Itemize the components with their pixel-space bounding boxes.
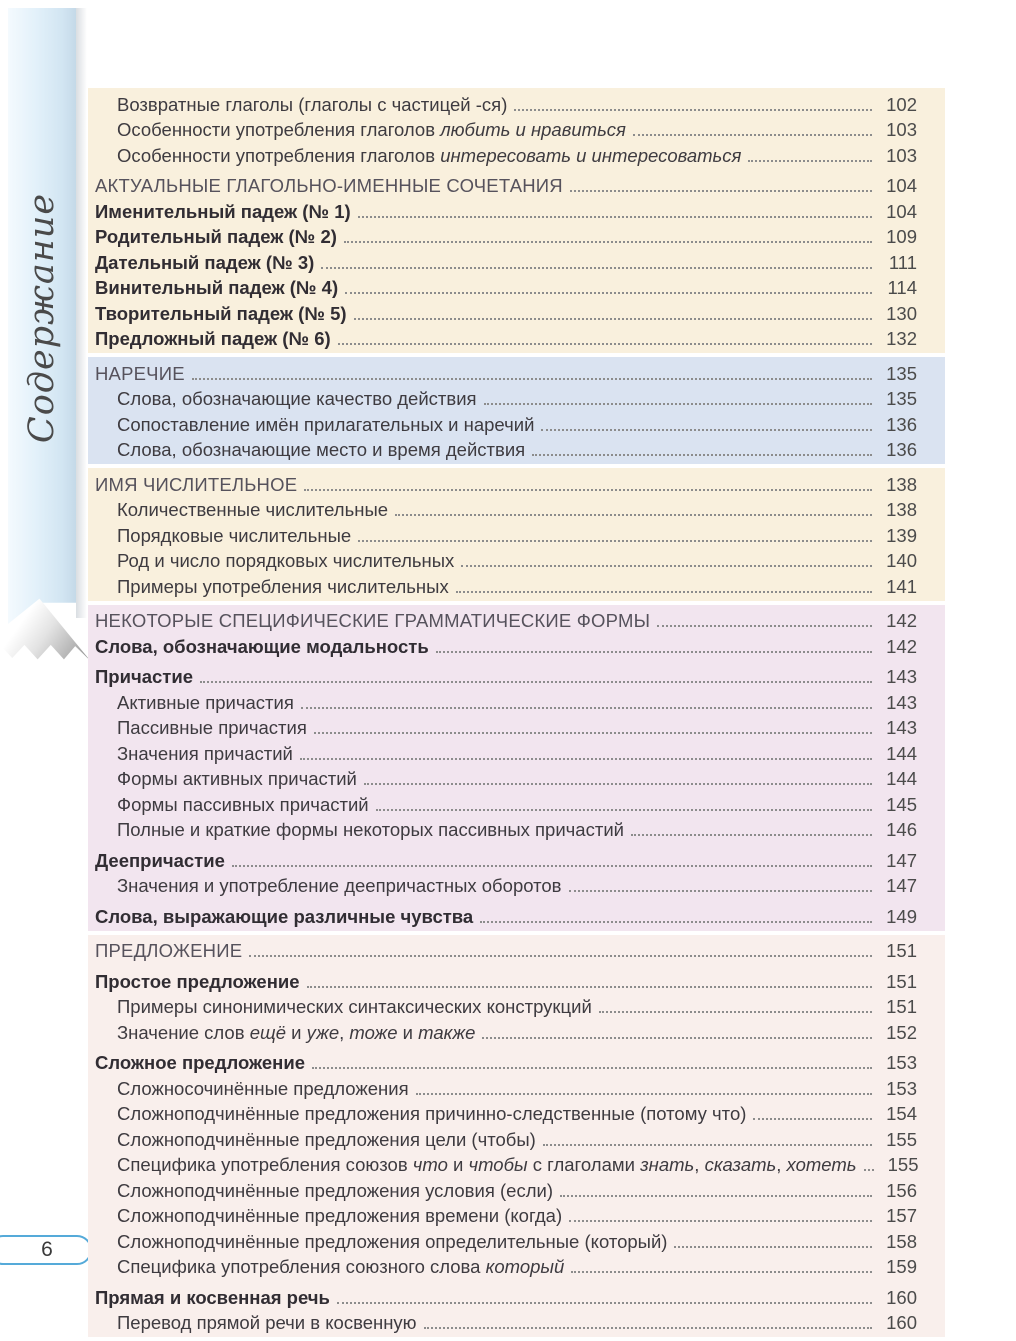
toc-entry-title: Сложносочинённые предложения [117, 1077, 409, 1099]
toc-page-number: 138 [886, 473, 917, 495]
toc-page-number: 135 [886, 362, 917, 384]
dotted-leader [480, 921, 872, 923]
toc-entry-title: Предложный падеж (№ 6) [95, 328, 331, 349]
toc-entry-title: Винительный падеж (№ 4) [95, 277, 339, 298]
toc-page-number: 103 [886, 144, 917, 166]
toc-page-number: 153 [886, 1077, 917, 1099]
toc-entry-title: Сложноподчинённые предложения причинно-следственные (потому что) [117, 1103, 747, 1124]
toc-entry-title: НЕКОТОРЫЕ СПЕЦИФИЧЕСКИЕ ГРАММАТИЧЕСКИЕ ФОРМЫ [95, 610, 651, 631]
dotted-leader [571, 1271, 872, 1273]
toc-page-number: 140 [886, 550, 917, 571]
page-edge-shadow [76, 8, 87, 618]
sidebar-title-wrap [8, 8, 76, 628]
toc-entry-title: Сложноподчинённые предложения цели (чтобы) [117, 1128, 536, 1150]
toc-row [95, 765, 917, 791]
toc-section [88, 468, 945, 601]
toc-row [95, 141, 917, 167]
dotted-leader [301, 707, 872, 709]
toc-page-number: 114 [887, 277, 917, 298]
toc-page-number: 111 [888, 251, 917, 273]
toc [88, 88, 945, 1341]
toc-page-number: 136 [886, 413, 917, 435]
toc-page-number: 109 [886, 226, 917, 247]
toc-entry-title: Специфика употребления союзов что и чтобы с глаголами знать, сказать, хотеть [117, 1154, 857, 1175]
dotted-leader [376, 809, 872, 811]
page-number-badge [0, 1235, 92, 1265]
toc-page-number: 144 [886, 742, 917, 764]
toc-row [95, 1309, 917, 1335]
toc-row [95, 1074, 917, 1100]
toc-row [95, 410, 917, 436]
toc-entry-title: Порядковые числительные [117, 524, 352, 546]
toc-row [95, 197, 917, 223]
toc-row [95, 116, 917, 142]
toc-entry-title: Примеры употребления числительных [117, 575, 449, 597]
toc-page-number: 151 [886, 940, 917, 961]
dotted-leader [345, 292, 872, 294]
toc-page-number: 132 [886, 328, 917, 349]
toc-page-number: 155 [887, 1154, 919, 1175]
toc-entry-title: Активные причастия [117, 691, 294, 713]
toc-entry-title: Возвратные глаголы (глаголы с частицей -ся) [117, 93, 508, 115]
toc-page-number: 147 [886, 849, 917, 871]
dotted-leader [456, 591, 872, 593]
toc-page-number: 136 [886, 439, 917, 460]
toc-row [95, 739, 917, 765]
dotted-leader [364, 783, 872, 785]
dotted-leader [358, 216, 872, 218]
page-number: 6 [41, 1238, 53, 1261]
dotted-leader [569, 890, 873, 892]
toc-page-number: 143 [886, 691, 917, 713]
toc-page-number: 103 [886, 119, 917, 140]
toc-entry-title: Слова, выражающие различные чувства [95, 905, 474, 927]
toc-page-number: 151 [886, 996, 917, 1017]
toc-page-number: 159 [886, 1256, 917, 1277]
toc-page-number: 138 [886, 499, 917, 520]
toc-row [95, 521, 917, 547]
toc-page-number: 135 [886, 388, 917, 409]
toc-entry-title: Сопоставление имён прилагательных и наречий [117, 413, 535, 435]
toc-entry-title: Специфика употребления союзного слова который [117, 1256, 565, 1277]
toc-row [95, 902, 917, 928]
dotted-leader [304, 489, 872, 491]
dotted-leader [314, 732, 872, 734]
dotted-leader [232, 865, 872, 867]
toc-page-number: 145 [886, 793, 917, 815]
dotted-leader [753, 1118, 872, 1120]
toc-entry-title: Родительный падеж (№ 2) [95, 226, 337, 247]
toc-page-number: 149 [886, 905, 917, 927]
toc-row [95, 1049, 917, 1075]
dotted-leader [395, 514, 872, 516]
toc-entry-title: Формы активных причастий [117, 768, 357, 789]
dotted-leader [560, 1195, 872, 1197]
toc-row [95, 359, 917, 385]
toc-row [95, 496, 917, 522]
dotted-leader [631, 834, 872, 836]
toc-entry-title: Особенности употребления глаголов интересовать и интересоваться [117, 144, 742, 166]
toc-entry-title: ПРЕДЛОЖЕНИЕ [95, 940, 243, 961]
dotted-leader [482, 1037, 872, 1039]
dotted-leader [337, 1302, 872, 1304]
toc-page-number: 147 [886, 875, 917, 896]
toc-row [95, 274, 917, 300]
dotted-leader [436, 651, 872, 653]
toc-page-number: 153 [886, 1052, 917, 1073]
toc-row [95, 223, 917, 249]
dotted-leader [570, 190, 872, 192]
toc-entry-title: Род и число порядковых числительных [117, 550, 455, 571]
toc-entry-title: Сложноподчинённые предложения условия (если) [117, 1179, 553, 1201]
toc-entry-title: Слова, обозначающие модальность [95, 635, 429, 657]
toc-page-number: 154 [886, 1103, 917, 1124]
dotted-leader [344, 241, 872, 243]
toc-entry-title: Значения причастий [117, 742, 293, 764]
toc-row [95, 846, 917, 872]
toc-page-number: 152 [886, 1021, 917, 1043]
dotted-leader [192, 378, 872, 380]
toc-row [95, 816, 917, 842]
toc-row [95, 937, 917, 963]
toc-section [88, 88, 945, 353]
dotted-leader [657, 625, 872, 627]
toc-entry-title: Пассивные причастия [117, 717, 307, 738]
toc-row [95, 1151, 917, 1177]
toc-entry-title: Слова, обозначающие место и время действия [117, 439, 526, 460]
toc-section [88, 605, 945, 931]
toc-page-number: 144 [886, 768, 917, 789]
toc-entry-title: Творительный падеж (№ 5) [95, 302, 347, 324]
toc-entry-title: Формы пассивных причастий [117, 793, 369, 815]
dotted-leader [543, 1144, 872, 1146]
toc-entry-title: Перевод прямой речи в косвенную [117, 1312, 417, 1333]
dotted-leader [312, 1067, 872, 1069]
toc-page-number: 143 [886, 666, 917, 687]
dotted-leader [416, 1093, 872, 1095]
toc-entry-title: Сложное предложение [95, 1052, 306, 1073]
toc-row [95, 1253, 917, 1279]
toc-row [95, 607, 917, 633]
toc-entry-title: НАРЕЧИЕ [95, 362, 185, 384]
toc-row [95, 248, 917, 274]
toc-page-number: 104 [886, 200, 917, 222]
toc-page-number: 146 [886, 819, 917, 840]
toc-page-number: 158 [886, 1230, 917, 1252]
toc-page-number: 157 [886, 1205, 917, 1226]
toc-row [95, 714, 917, 740]
toc-row [95, 299, 917, 325]
toc-row [95, 1100, 917, 1126]
toc-page-number: 160 [886, 1312, 917, 1333]
toc-page-number: 143 [886, 717, 917, 738]
toc-entry-title: Значения и употребление деепричастных оборотов [117, 875, 562, 896]
toc-page-number: 104 [886, 175, 917, 196]
dotted-leader [338, 343, 872, 345]
toc-entry-title: Причастие [95, 666, 194, 687]
toc-row [95, 872, 917, 898]
toc-entry-title: Дательный падеж (№ 3) [95, 251, 315, 273]
toc-row [95, 90, 917, 116]
toc-entry-title: Деепричастие [95, 849, 225, 871]
toc-row [95, 663, 917, 689]
dotted-leader [514, 109, 872, 111]
toc-row [95, 1125, 917, 1151]
dotted-leader [864, 1169, 874, 1171]
toc-row [95, 967, 917, 993]
dotted-leader [321, 267, 872, 269]
toc-row [95, 1283, 917, 1309]
toc-row [95, 572, 917, 598]
toc-page-number: 130 [886, 302, 917, 324]
toc-page-number: 102 [886, 93, 917, 115]
toc-entry-title: Сложноподчинённые предложения времени (когда) [117, 1205, 563, 1226]
toc-entry-title: Прямая и косвенная речь [95, 1286, 330, 1308]
toc-page-number: 142 [886, 635, 917, 657]
toc-row [95, 547, 917, 573]
dotted-leader [569, 1220, 872, 1222]
toc-section [88, 935, 945, 1338]
toc-entry-title: Сложноподчинённые предложения определительные (который) [117, 1230, 668, 1252]
toc-page-number: 139 [886, 524, 917, 546]
toc-row [95, 632, 917, 658]
toc-row [95, 172, 917, 198]
toc-page-number: 141 [886, 575, 917, 597]
dotted-leader [532, 454, 872, 456]
toc-page-number: 160 [886, 1286, 917, 1308]
dotted-leader [300, 758, 872, 760]
dotted-leader [354, 318, 872, 320]
dotted-leader [674, 1246, 872, 1248]
dotted-leader [424, 1327, 872, 1329]
toc-section [88, 357, 945, 464]
toc-row [95, 688, 917, 714]
toc-entry-title: Значение слов ещё и уже, тоже и также [117, 1021, 476, 1043]
toc-row [95, 790, 917, 816]
toc-page-number: 155 [886, 1128, 917, 1150]
dotted-leader [358, 540, 872, 542]
dotted-leader [748, 160, 872, 162]
toc-entry-title: ИМЯ ЧИСЛИТЕЛЬНОЕ [95, 473, 298, 495]
toc-page-number: 142 [886, 610, 917, 631]
toc-row [95, 385, 917, 411]
toc-entry-title: АКТУАЛЬНЫЕ ГЛАГОЛЬНО-ИМЕННЫЕ СОЧЕТАНИЯ [95, 175, 563, 196]
dotted-leader [599, 1011, 872, 1013]
dotted-leader [307, 986, 872, 988]
toc-page-number: 151 [886, 970, 917, 992]
toc-row [95, 325, 917, 351]
toc-entry-title: Полные и краткие формы некоторых пассивных причастий [117, 819, 624, 840]
toc-row [95, 436, 917, 462]
toc-row [95, 993, 917, 1019]
toc-entry-title: Примеры синонимических синтаксических конструкций [117, 996, 592, 1017]
toc-entry-title: Особенности употребления глаголов любить и нравиться [117, 119, 626, 140]
toc-row [95, 1202, 917, 1228]
dotted-leader [200, 681, 872, 683]
toc-row [95, 1176, 917, 1202]
toc-row [95, 1018, 917, 1044]
toc-entry-title: Простое предложение [95, 970, 300, 992]
dotted-leader [633, 134, 872, 136]
dotted-leader [249, 955, 872, 957]
toc-entry-title: Именительный падеж (№ 1) [95, 200, 351, 222]
toc-row [95, 1227, 917, 1253]
toc-row [95, 470, 917, 496]
toc-entry-title: Слова, обозначающие качество действия [117, 388, 477, 409]
toc-entry-title: Количественные числительные [117, 499, 389, 520]
dotted-leader [461, 565, 872, 567]
toc-page-number: 156 [886, 1179, 917, 1201]
sidebar-title: Содержание [22, 192, 62, 444]
dotted-leader [541, 429, 872, 431]
dotted-leader [484, 403, 872, 405]
